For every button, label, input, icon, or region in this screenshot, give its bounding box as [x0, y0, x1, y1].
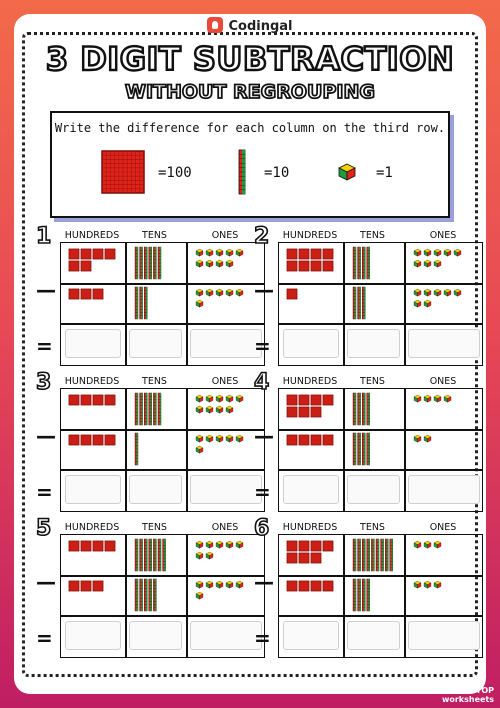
hundred-flat	[311, 261, 321, 271]
column-header-tens: TENS	[142, 376, 167, 387]
problem-number: 2	[254, 224, 270, 249]
ten-rod	[140, 287, 143, 319]
hundred-flat	[311, 553, 321, 563]
column-header-tens: TENS	[360, 376, 385, 387]
page-subtitle: WITHOUT REGROUPING	[125, 81, 375, 103]
hundred-flat	[323, 261, 333, 271]
ten-rod	[153, 539, 156, 571]
ten-rod	[367, 247, 370, 279]
equals-sign: =	[36, 334, 53, 358]
ten-rod	[362, 539, 365, 571]
one-cube	[444, 289, 451, 296]
one-cube	[424, 289, 431, 296]
problem-6	[254, 516, 483, 662]
equals-sign: =	[36, 626, 53, 650]
hundred-flat	[299, 541, 309, 551]
one-cube	[216, 289, 223, 296]
answer-box-hundreds[interactable]	[283, 621, 339, 650]
one-cube	[226, 249, 233, 256]
hundred-flat	[323, 395, 333, 405]
ten-rod	[362, 247, 365, 279]
column-header-ones: ONES	[429, 522, 457, 533]
hundred-flat	[299, 395, 309, 405]
ten-rod	[140, 579, 143, 611]
problem-number: 4	[254, 370, 270, 395]
one-cube	[216, 260, 223, 267]
watermark-worksheets: worksheets	[441, 695, 494, 704]
ten-rod	[153, 247, 156, 279]
column-header-hundreds: HUNDREDS	[64, 230, 120, 241]
ten-rod	[367, 579, 370, 611]
column-header-hundreds: HUNDREDS	[282, 522, 338, 533]
one-cube	[424, 249, 431, 256]
ten-rod	[158, 539, 161, 571]
key-hundred-label: =100	[158, 165, 192, 181]
one-cube	[424, 541, 431, 548]
ten-rod	[149, 539, 152, 571]
ten-rod	[158, 393, 161, 425]
problem-number: 6	[254, 516, 270, 541]
ten-rod	[371, 539, 374, 571]
ten-rod	[135, 539, 138, 571]
one-cube	[196, 406, 203, 413]
one-cube	[216, 249, 223, 256]
one-cube	[226, 260, 233, 267]
hundred-flat	[299, 407, 309, 417]
instruction-box	[50, 111, 450, 218]
hundred-flat	[81, 395, 91, 405]
hundred-flat	[287, 581, 297, 591]
one-cube	[414, 249, 421, 256]
hundred-flat	[69, 289, 79, 299]
ten-rod	[362, 579, 365, 611]
hundred-flat	[287, 289, 297, 299]
ten-rod	[163, 539, 166, 571]
hundred-flat	[93, 581, 103, 591]
hundred-flat	[311, 395, 321, 405]
answer-box-hundreds[interactable]	[65, 621, 121, 650]
one-cube	[424, 260, 431, 267]
ten-rod	[358, 287, 361, 319]
hundred-flat	[69, 435, 79, 445]
problem-2	[254, 224, 483, 370]
one-cube	[226, 435, 233, 442]
problem-4	[254, 370, 483, 516]
one-cube	[216, 541, 223, 548]
minus-sign: —	[36, 570, 56, 594]
one-cube	[414, 395, 421, 402]
one-cube	[196, 581, 203, 588]
one-cube	[196, 592, 203, 599]
column-header-tens: TENS	[142, 230, 167, 241]
hundred-flat	[287, 541, 297, 551]
ten-rod-icon	[238, 149, 246, 195]
hundred-flat	[105, 249, 115, 259]
one-cube	[236, 435, 243, 442]
answer-box-hundreds[interactable]	[283, 475, 339, 504]
hundred-flat	[287, 261, 297, 271]
one-cube	[206, 541, 213, 548]
ten-rod	[153, 579, 156, 611]
place-value-grid	[60, 242, 265, 366]
one-cube	[414, 260, 421, 267]
minus-sign: —	[254, 278, 274, 302]
one-cube	[206, 552, 213, 559]
column-header-hundreds: HUNDREDS	[64, 376, 120, 387]
one-cube	[196, 446, 203, 453]
answer-box-ones[interactable]	[408, 475, 480, 504]
hundred-flat	[81, 581, 91, 591]
hundred-flat	[299, 553, 309, 563]
one-cube	[206, 289, 213, 296]
minus-sign: —	[36, 424, 56, 448]
ten-rod	[144, 393, 147, 425]
column-header-hundreds: HUNDREDS	[282, 230, 338, 241]
answer-box-tens[interactable]	[129, 329, 182, 358]
ten-rod	[353, 539, 356, 571]
minus-sign: —	[254, 424, 274, 448]
watermark-top: TOP	[475, 686, 494, 695]
hundred-flat	[93, 289, 103, 299]
hundred-flat-icon	[100, 149, 146, 195]
hundred-flat	[81, 289, 91, 299]
ten-rod	[358, 539, 361, 571]
one-cube	[236, 581, 243, 588]
ten-rod	[362, 433, 365, 465]
ten-rod	[353, 287, 356, 319]
hundred-flat	[299, 261, 309, 271]
column-header-hundreds: HUNDREDS	[64, 522, 120, 533]
one-cube	[414, 541, 421, 548]
one-cube	[196, 435, 203, 442]
answer-box-tens[interactable]	[347, 329, 400, 358]
ten-rod	[140, 393, 143, 425]
answer-box-ones[interactable]	[408, 621, 480, 650]
ten-rod	[149, 393, 152, 425]
minus-sign: —	[254, 570, 274, 594]
ten-rod	[144, 247, 147, 279]
ten-rod	[353, 433, 356, 465]
answer-box-ones[interactable]	[190, 621, 262, 650]
ten-rod	[144, 539, 147, 571]
place-value-grid	[278, 242, 483, 366]
one-cube	[226, 395, 233, 402]
one-cube	[424, 581, 431, 588]
one-cube	[226, 289, 233, 296]
ten-rod	[381, 539, 384, 571]
hundred-flat	[93, 541, 103, 551]
ten-rod	[353, 393, 356, 425]
ten-rod	[135, 393, 138, 425]
hundred-flat	[81, 249, 91, 259]
one-cube	[206, 395, 213, 402]
key-one-label: =1	[376, 165, 393, 181]
one-cube	[454, 249, 461, 256]
one-cube	[196, 260, 203, 267]
hundred-flat	[81, 435, 91, 445]
one-cube	[454, 289, 461, 296]
one-cube	[216, 435, 223, 442]
one-cube	[196, 552, 203, 559]
one-cube	[196, 395, 203, 402]
one-cube	[216, 395, 223, 402]
hundred-flat	[287, 435, 297, 445]
ten-rod	[153, 393, 156, 425]
ten-rod	[144, 579, 147, 611]
hundred-flat	[287, 553, 297, 563]
hundred-flat	[81, 541, 91, 551]
one-cube	[434, 581, 441, 588]
column-header-ones: ONES	[211, 376, 239, 387]
one-cube	[236, 249, 243, 256]
brand-name: Codingal	[228, 19, 293, 34]
page-title: 3 DIGIT SUBTRACTION	[45, 40, 455, 78]
one-cube	[226, 581, 233, 588]
hundred-flat	[299, 435, 309, 445]
ten-rod	[149, 579, 152, 611]
ten-rod	[135, 287, 138, 319]
answer-box-tens[interactable]	[129, 475, 182, 504]
ten-rod	[140, 539, 143, 571]
answer-box-ones[interactable]	[408, 329, 480, 358]
hundred-flat	[69, 261, 79, 271]
hundred-flat	[311, 249, 321, 259]
one-cube	[424, 300, 431, 307]
ten-rod	[135, 579, 138, 611]
hundred-flat	[323, 435, 333, 445]
minus-sign: —	[36, 278, 56, 302]
answer-box-hundreds[interactable]	[65, 475, 121, 504]
one-cube	[434, 249, 441, 256]
ten-rod	[358, 247, 361, 279]
hundred-flat	[323, 249, 333, 259]
key-ten-label: =10	[264, 165, 290, 181]
one-cube	[424, 435, 431, 442]
one-cube	[206, 260, 213, 267]
ten-rod	[144, 287, 147, 319]
column-header-ones: ONES	[429, 230, 457, 241]
ten-rod	[135, 433, 138, 465]
one-cube	[236, 289, 243, 296]
hundred-flat	[287, 249, 297, 259]
ten-rod	[376, 539, 379, 571]
equals-sign: =	[254, 480, 271, 504]
hundred-flat	[93, 249, 103, 259]
ten-rod	[135, 247, 138, 279]
ten-rod	[385, 539, 388, 571]
problem-number: 5	[36, 516, 52, 541]
one-cube	[236, 395, 243, 402]
hundred-flat	[93, 435, 103, 445]
hundred-flat	[69, 541, 79, 551]
answer-box-ones[interactable]	[190, 329, 262, 358]
column-header-ones: ONES	[429, 376, 457, 387]
one-cube	[196, 541, 203, 548]
one-cube	[196, 249, 203, 256]
column-header-tens: TENS	[360, 230, 385, 241]
ten-rod	[367, 433, 370, 465]
one-cube	[206, 249, 213, 256]
codingal-logo-icon	[207, 17, 223, 33]
hundred-flat	[323, 541, 333, 551]
one-cube	[414, 289, 421, 296]
one-cube	[206, 406, 213, 413]
ten-rod	[367, 539, 370, 571]
hundred-flat	[93, 395, 103, 405]
one-cube	[216, 406, 223, 413]
equals-sign: =	[254, 334, 271, 358]
place-value-grid	[60, 388, 265, 512]
hundred-flat	[105, 541, 115, 551]
answer-box-tens[interactable]	[347, 621, 400, 650]
one-cube	[414, 581, 421, 588]
problem-number: 3	[36, 370, 52, 395]
one-cube	[206, 435, 213, 442]
hundred-flat	[81, 261, 91, 271]
one-cube	[424, 395, 431, 402]
one-cube	[434, 541, 441, 548]
one-cube	[226, 406, 233, 413]
column-header-ones: ONES	[211, 230, 239, 241]
hundred-flat	[311, 407, 321, 417]
problem-number: 1	[36, 224, 52, 249]
answer-box-hundreds[interactable]	[283, 329, 339, 358]
hundred-flat	[311, 581, 321, 591]
one-cube	[414, 435, 421, 442]
one-cube	[216, 581, 223, 588]
ten-rod	[353, 579, 356, 611]
ten-rod	[158, 247, 161, 279]
one-cube	[434, 260, 441, 267]
ten-rod	[149, 247, 152, 279]
top-worksheets-watermark	[442, 686, 494, 704]
hundred-flat	[69, 581, 79, 591]
one-cube	[196, 289, 203, 296]
ten-rod	[353, 247, 356, 279]
answer-box-hundreds[interactable]	[65, 329, 121, 358]
hundred-flat	[299, 249, 309, 259]
problem-5	[36, 516, 265, 662]
hundred-flat	[311, 435, 321, 445]
column-header-tens: TENS	[360, 522, 385, 533]
hundred-flat	[69, 395, 79, 405]
one-cube	[434, 289, 441, 296]
ten-rod	[362, 287, 365, 319]
column-header-tens: TENS	[142, 522, 167, 533]
place-value-grid	[278, 534, 483, 658]
hundred-flat	[69, 249, 79, 259]
brand-header	[0, 17, 500, 34]
hundred-flat	[287, 395, 297, 405]
answer-box-tens[interactable]	[347, 475, 400, 504]
equals-sign: =	[254, 626, 271, 650]
hundred-flat	[311, 541, 321, 551]
one-cube-icon	[338, 163, 356, 181]
ten-rod	[358, 393, 361, 425]
hundred-flat	[299, 581, 309, 591]
one-cube	[434, 395, 441, 402]
hundred-flat	[323, 581, 333, 591]
place-value-grid	[60, 534, 265, 658]
ten-rod	[367, 393, 370, 425]
one-cube	[226, 541, 233, 548]
instruction-text: Write the difference for each column on the third row.	[54, 121, 446, 135]
one-cube	[236, 541, 243, 548]
problem-1	[36, 224, 265, 370]
equals-sign: =	[36, 480, 53, 504]
one-cube	[444, 395, 451, 402]
ten-rod	[390, 539, 393, 571]
one-cube	[196, 300, 203, 307]
ten-rod	[140, 247, 143, 279]
answer-box-ones[interactable]	[190, 475, 262, 504]
problem-3	[36, 370, 265, 516]
column-header-hundreds: HUNDREDS	[282, 376, 338, 387]
ten-rod	[362, 393, 365, 425]
one-cube	[414, 300, 421, 307]
ten-rod	[358, 579, 361, 611]
ten-rod	[358, 433, 361, 465]
answer-box-tens[interactable]	[129, 621, 182, 650]
one-cube	[206, 581, 213, 588]
place-value-grid	[278, 388, 483, 512]
column-header-ones: ONES	[211, 522, 239, 533]
hundred-flat	[105, 395, 115, 405]
hundred-flat	[105, 435, 115, 445]
hundred-flat	[287, 407, 297, 417]
one-cube	[444, 249, 451, 256]
